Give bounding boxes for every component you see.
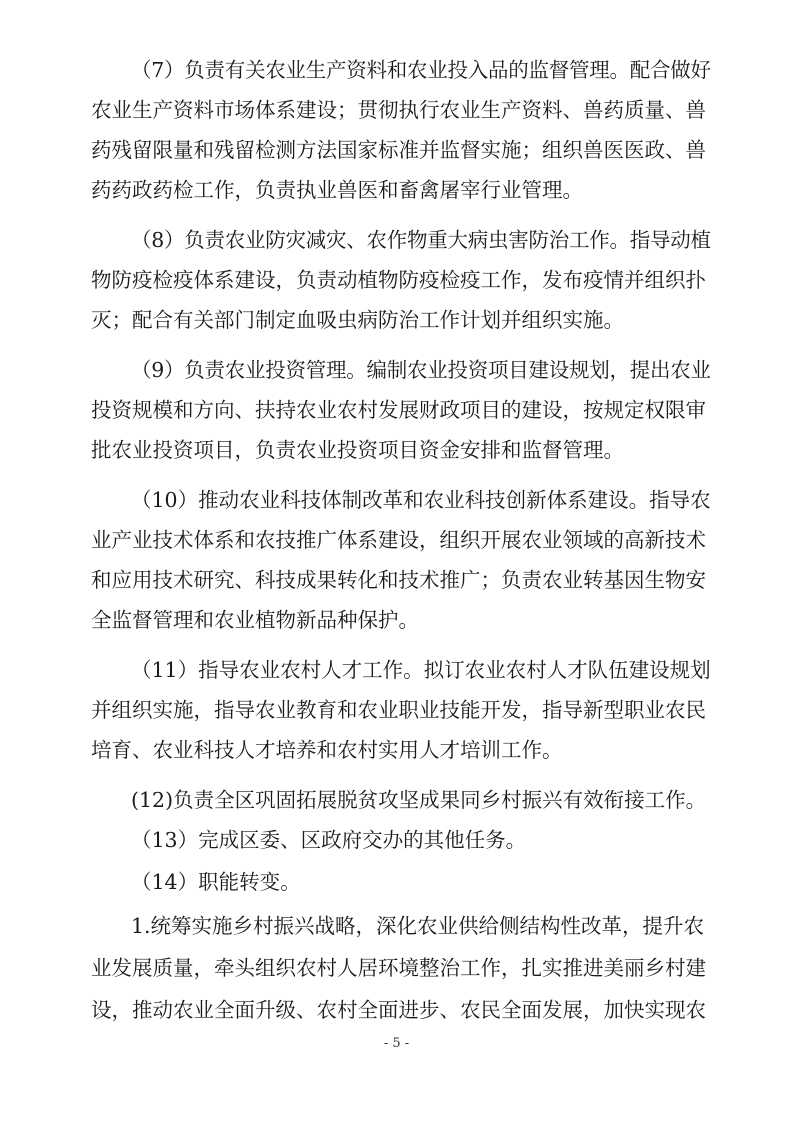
paragraph-line: 业产业技术体系和农技推广体系建设，组织开展农业领域的高新技术 bbox=[91, 528, 706, 552]
paragraph-line: （10）推动农业科技体制改革和农业科技创新体系建设。指导农 bbox=[131, 488, 711, 512]
paragraph-line: 和应用技术研究、科技成果转化和技术推广；负责农业转基因生物安 bbox=[91, 568, 706, 592]
paragraph-line: 灭；配合有关部门制定血吸虫病防治工作计划并组织实施。 bbox=[91, 308, 624, 332]
paragraph-line: 设，推动农业全面升级、农村全面进步、农民全面发展，加快实现农 bbox=[91, 998, 706, 1022]
paragraph-line: （7）负责有关农业生产资料和农业投入品的监督管理。配合做好 bbox=[131, 58, 711, 82]
paragraph-line: 并组织实施，指导农业教育和农业职业技能开发，指导新型职业农民 bbox=[91, 698, 706, 722]
paragraph-line: （9）负责农业投资管理。编制农业投资项目建设规划，提出农业 bbox=[131, 358, 711, 382]
paragraph-line: (12)负责全区巩固拓展脱贫攻坚成果同乡村振兴有效衔接工作。 bbox=[131, 788, 707, 812]
paragraph-line: 培育、农业科技人才培养和农村实用人才培训工作。 bbox=[91, 738, 563, 762]
paragraph-line: 1.统筹实施乡村振兴战略，深化农业供给侧结构性改革，提升农 bbox=[131, 914, 705, 938]
paragraph-line: 药残留限量和残留检测方法国家标准并监督实施；组织兽医医政、兽 bbox=[91, 138, 706, 162]
paragraph-line: 全监督管理和农业植物新品种保护。 bbox=[91, 608, 419, 632]
paragraph-line: 物防疫检疫体系建设，负责动植物防疫检疫工作，发布疫情并组织扑 bbox=[91, 268, 706, 292]
paragraph-line: 业发展质量，牵头组织农村人居环境整治工作，扎实推进美丽乡村建 bbox=[91, 956, 706, 980]
page-number: - 5 - bbox=[383, 1036, 410, 1051]
paragraph-line: 农业生产资料市场体系建设；贯彻执行农业生产资料、兽药质量、兽 bbox=[91, 98, 706, 122]
paragraph-line: （13）完成区委、区政府交办的其他任务。 bbox=[131, 828, 527, 852]
paragraph-line: 批农业投资项目，负责农业投资项目资金安排和监督管理。 bbox=[91, 438, 624, 462]
paragraph-line: （11）指导农业农村人才工作。拟订农业农村人才队伍建设规划 bbox=[131, 658, 711, 682]
paragraph-line: （14）职能转变。 bbox=[131, 870, 301, 894]
paragraph-line: 投资规模和方向、扶持农业农村发展财政项目的建设，按规定权限审 bbox=[91, 398, 706, 422]
paragraph-line: （8）负责农业防灾减灾、农作物重大病虫害防治工作。指导动植 bbox=[131, 228, 711, 252]
paragraph-line: 药药政药检工作，负责执业兽医和畜禽屠宰行业管理。 bbox=[91, 178, 583, 202]
